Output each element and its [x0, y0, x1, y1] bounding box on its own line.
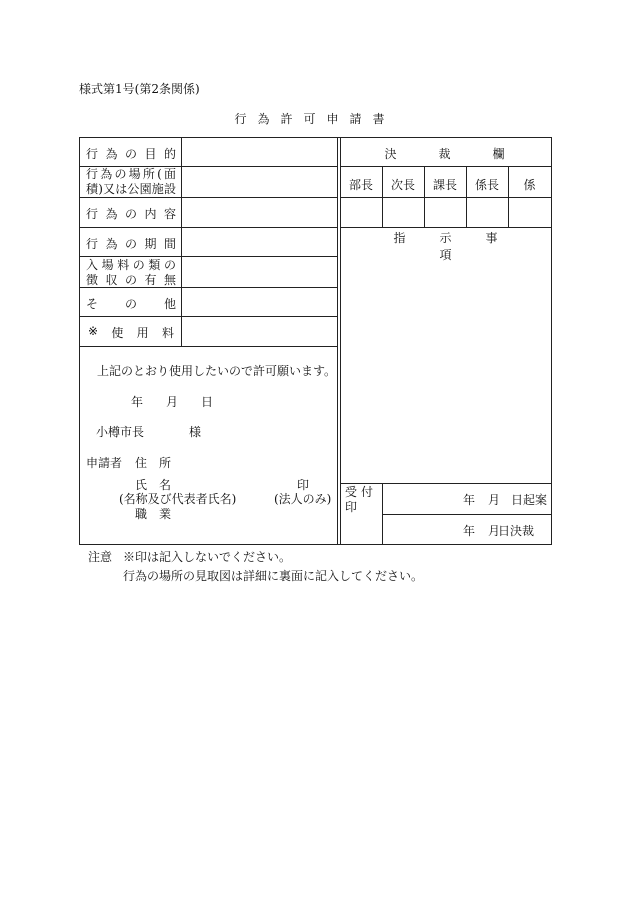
label-location: 行 為 の 場 所 ( 面 積 ) 又 は 公 園 施 設	[86, 167, 176, 196]
label-other: そ の 他	[86, 297, 176, 311]
corporation-note: (法人のみ)	[274, 492, 332, 506]
seal-mark: 印	[297, 478, 310, 492]
decision-header: 決裁欄	[384, 147, 547, 161]
document-title: 行為許可申請書	[234, 112, 396, 126]
reception-label: 受 付 印	[345, 485, 378, 514]
occupation-label: 職 業	[135, 507, 172, 521]
honorific: 様	[189, 425, 202, 439]
label-content: 行 為 の 内 容	[86, 207, 176, 221]
date-day: 日	[201, 395, 214, 409]
label-usage-fee: ※ 使 用 料	[88, 324, 174, 340]
label-admission-fee: 入 場 料 の 類 の 徴 収 の 有 無	[86, 258, 176, 287]
role-bucho: 部長	[348, 178, 373, 192]
label-purpose: 行 為 の 目 的	[86, 147, 176, 161]
role-kakari: 係	[523, 178, 536, 192]
decide-day: 日決裁	[498, 524, 535, 538]
decide-year: 年	[463, 524, 476, 538]
applicant-label: 申請者	[86, 456, 123, 470]
draft-month: 月	[488, 493, 501, 507]
role-jicho: 次長	[390, 178, 415, 192]
note-1: ※印は記入しないでください。	[123, 550, 292, 564]
date-year: 年	[131, 395, 144, 409]
decide-month: 月	[488, 524, 501, 538]
address-label: 住 所	[135, 456, 172, 470]
date-month: 月	[166, 395, 179, 409]
name-label: 氏 名	[135, 478, 172, 492]
name-note: (名称及び代表者氏名)	[119, 492, 237, 506]
draft-year: 年	[463, 493, 476, 507]
addressee: 小樽市長	[96, 425, 145, 439]
note-2: 行為の場所の見取図は詳細に裏面に記入してください。	[123, 569, 424, 583]
instructions-header: 指示事項	[393, 231, 532, 262]
role-kakaricho: 係長	[474, 178, 499, 192]
form-number: 様式第1号(第2条関係)	[79, 82, 200, 96]
role-kacho: 課長	[432, 178, 457, 192]
draft-day: 日起案	[511, 493, 548, 507]
label-period: 行 為 の 期 間	[86, 237, 176, 251]
application-statement: 上記のとおり使用したいので許可願います。	[97, 364, 337, 378]
notes-label: 注意	[88, 550, 113, 564]
